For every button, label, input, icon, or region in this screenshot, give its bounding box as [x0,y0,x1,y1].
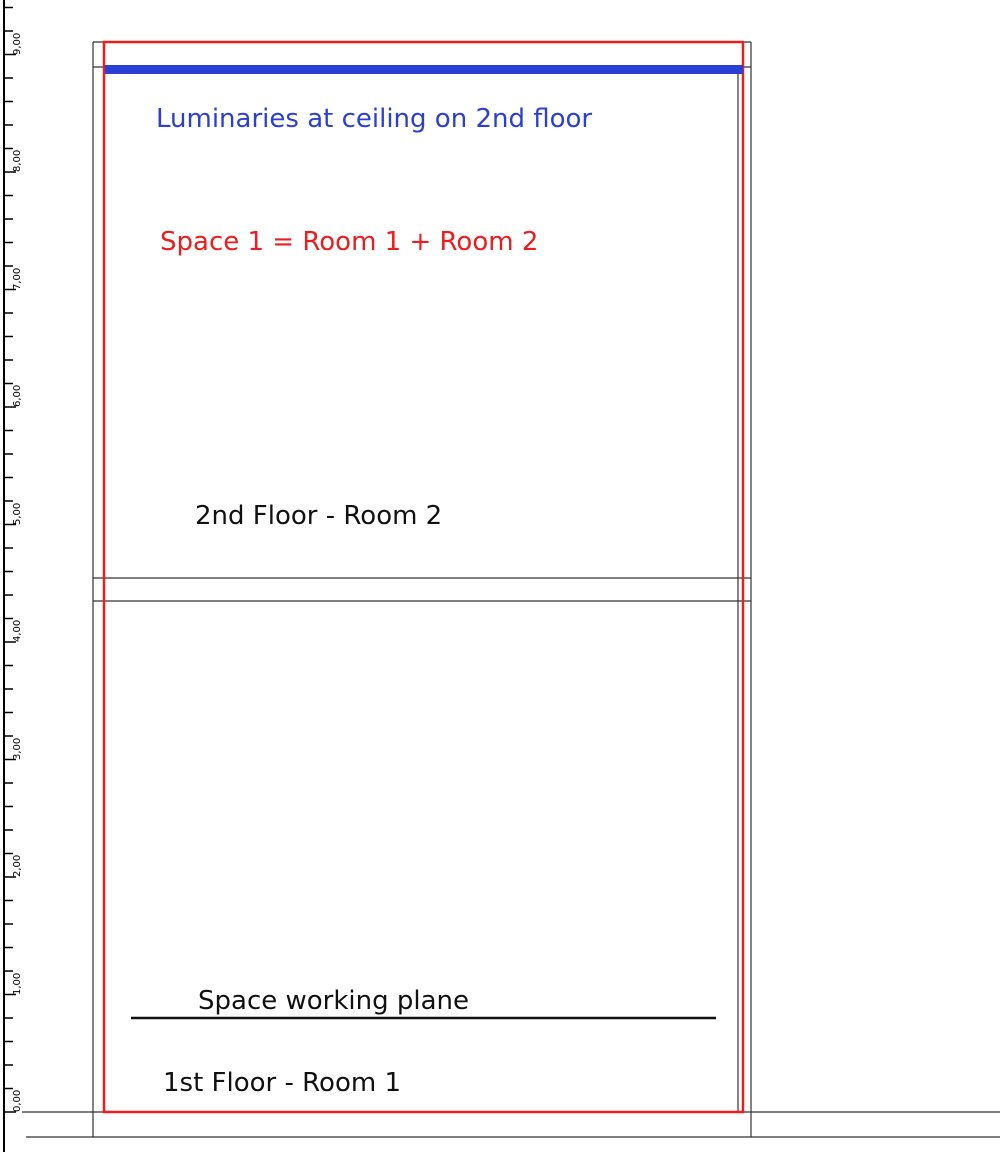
ruler-tick-label: 4,00 [12,619,23,642]
ruler-tick-label: 0,00 [12,1089,23,1112]
luminaire-bar [105,65,743,74]
room1-label: 1st Floor - Room 1 [163,1068,401,1098]
space-label: Space 1 = Room 1 + Room 2 [160,227,539,257]
ruler-tick-label: 5,00 [12,502,23,525]
working-plane-label: Space working plane [198,986,470,1016]
ruler-tick-label: 7,00 [12,267,23,290]
ruler-tick-label: 3,00 [12,737,23,760]
space-outline [104,42,743,1112]
ruler-tick-label: 8,00 [12,149,23,172]
ruler-tick-label: 6,00 [12,384,23,407]
room2-label: 2nd Floor - Room 2 [195,501,443,531]
ruler-tick-label: 9,00 [12,32,23,55]
luminaries-label: Luminaries at ceiling on 2nd floor [156,104,593,134]
ruler-tick-label: 2,00 [12,854,23,877]
ruler-tick-label: 1,00 [12,972,23,995]
ruler-ticks [4,8,16,1113]
